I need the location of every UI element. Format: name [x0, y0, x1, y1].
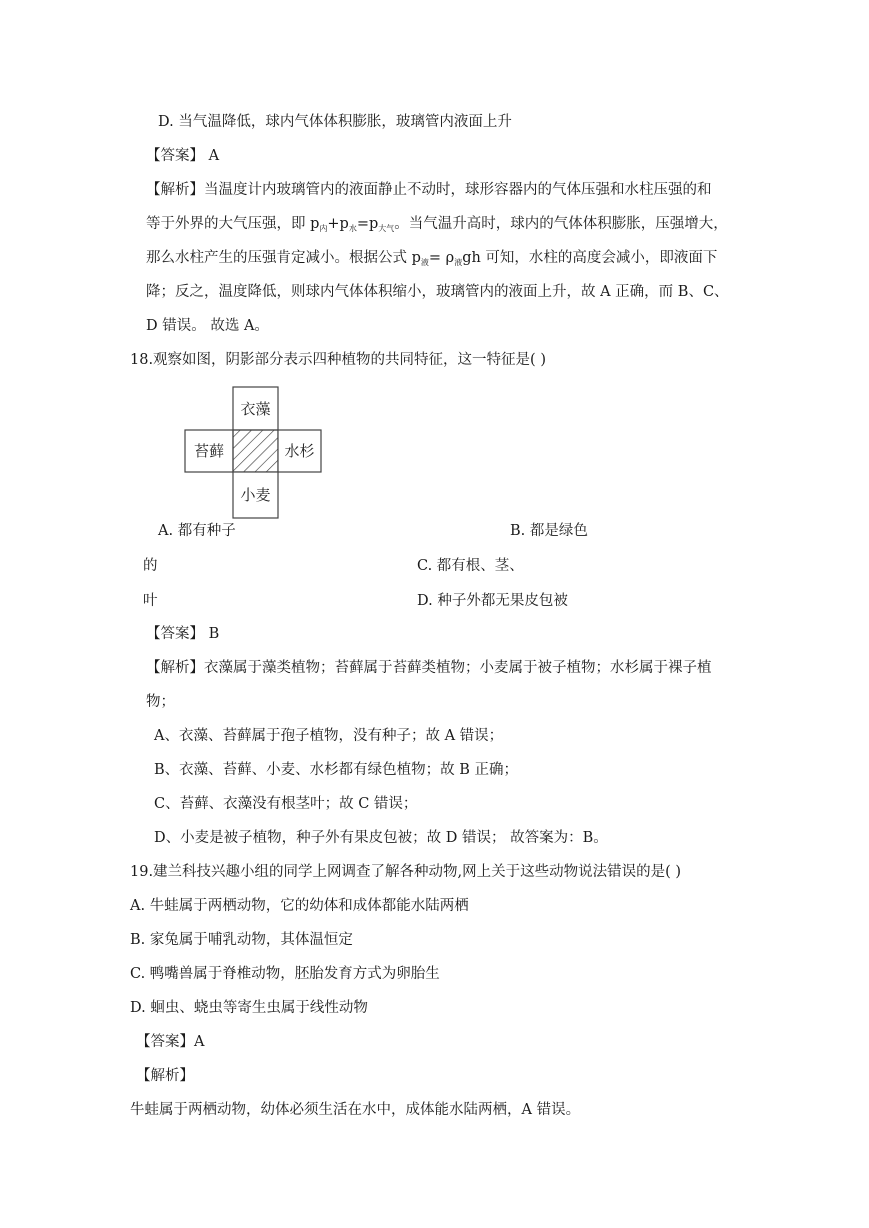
q19-option-c: C. 鸭嘴兽属于脊椎动物，胚胎发育方式为卵胎生	[130, 966, 440, 982]
plant-cross-diagram	[183, 385, 323, 525]
q17-analysis-line5: D 错误。 故选 A。	[146, 318, 269, 334]
diagram-label-bottom: 小麦	[240, 486, 271, 504]
q19-option-d: D. 蛔虫、蛲虫等寄生虫属于线性动物	[130, 1000, 368, 1016]
q18-option-b: B. 都是绿色	[510, 523, 588, 539]
diagram-label-right: 水杉	[284, 442, 315, 460]
q18-option-c-cont: 叶	[143, 593, 158, 609]
q19-question: 19.建兰科技兴趣小组的同学上网调查了解各种动物,网上关于这些动物说法错误的是( )	[130, 864, 682, 880]
q17-analysis-line1: 【解析】当温度计内玻璃管内的液面静止不动时，球形容器内的气体压强和水柱压强的和	[146, 182, 712, 198]
q17-analysis-line4: 降；反之，温度降低，则球内气体体积缩小，玻璃管内的液面上升，故 A 正确，而 B、C、	[146, 284, 729, 300]
q18-analysis-line3: A、衣藻、苔藓属于孢子植物，没有种子；故 A 错误；	[154, 728, 504, 744]
q18-option-d: D. 种子外都无果皮包被	[417, 593, 568, 609]
q19-analysis-text: 牛蛙属于两栖动物，幼体必须生活在水中，成体能水陆两栖，A 错误。	[130, 1102, 581, 1118]
diagram-label-top: 衣藻	[240, 400, 271, 418]
q18-analysis-line4: B、衣藻、苔藓、小麦、水杉都有绿色植物；故 B 正确；	[154, 762, 519, 778]
q18-analysis-line5: C、苔藓、衣藻没有根茎叶；故 C 错误；	[154, 796, 418, 812]
q18-analysis-line6: D、小麦是被子植物，种子外有果皮包被；故 D 错误； 故答案为：B。	[154, 830, 608, 846]
q18-option-a: A. 都有种子	[158, 523, 236, 539]
q19-option-b: B. 家兔属于哺乳动物，其体温恒定	[130, 932, 353, 948]
q18-analysis-line1: 【解析】衣藻属于藻类植物；苔藓属于苔藓类植物；小麦属于被子植物；水杉属于裸子植	[146, 660, 712, 676]
q17-analysis-line2: 等于外界的大气压强，即 $p_内+p_水=p_{大气}$。当气温升高时，球内的气体体积膨胀，压强增大，	[146, 216, 728, 233]
q17-analysis-line3: 那么水柱产生的压强肯定减小。根据公式 $p_液= \rho_液gh$ 可知，水柱的高度会减小，即液面下	[146, 250, 718, 267]
q17-option-d: D. 当气温降低，球内气体体积膨胀，玻璃管内液面上升	[158, 114, 512, 130]
q17-answer: 【答案】 A	[146, 148, 220, 164]
q18-analysis-line2: 物；	[146, 694, 175, 710]
diagram-label-left: 苔藓	[193, 442, 225, 460]
q18-option-c: C. 都有根、茎、	[417, 558, 524, 574]
diagram-shaded-center	[233, 430, 278, 472]
q19-analysis-label: 【解析】	[136, 1068, 194, 1084]
q18-question: 18.观察如图，阴影部分表示四种植物的共同特征，这一特征是( )	[130, 352, 546, 368]
q19-answer: 【答案】A	[136, 1034, 205, 1050]
q19-option-a: A. 牛蛙属于两栖动物，它的幼体和成体都能水陆两栖	[130, 898, 469, 914]
q18-answer: 【答案】 B	[146, 626, 220, 642]
q18-option-b-cont: 的	[143, 558, 158, 574]
